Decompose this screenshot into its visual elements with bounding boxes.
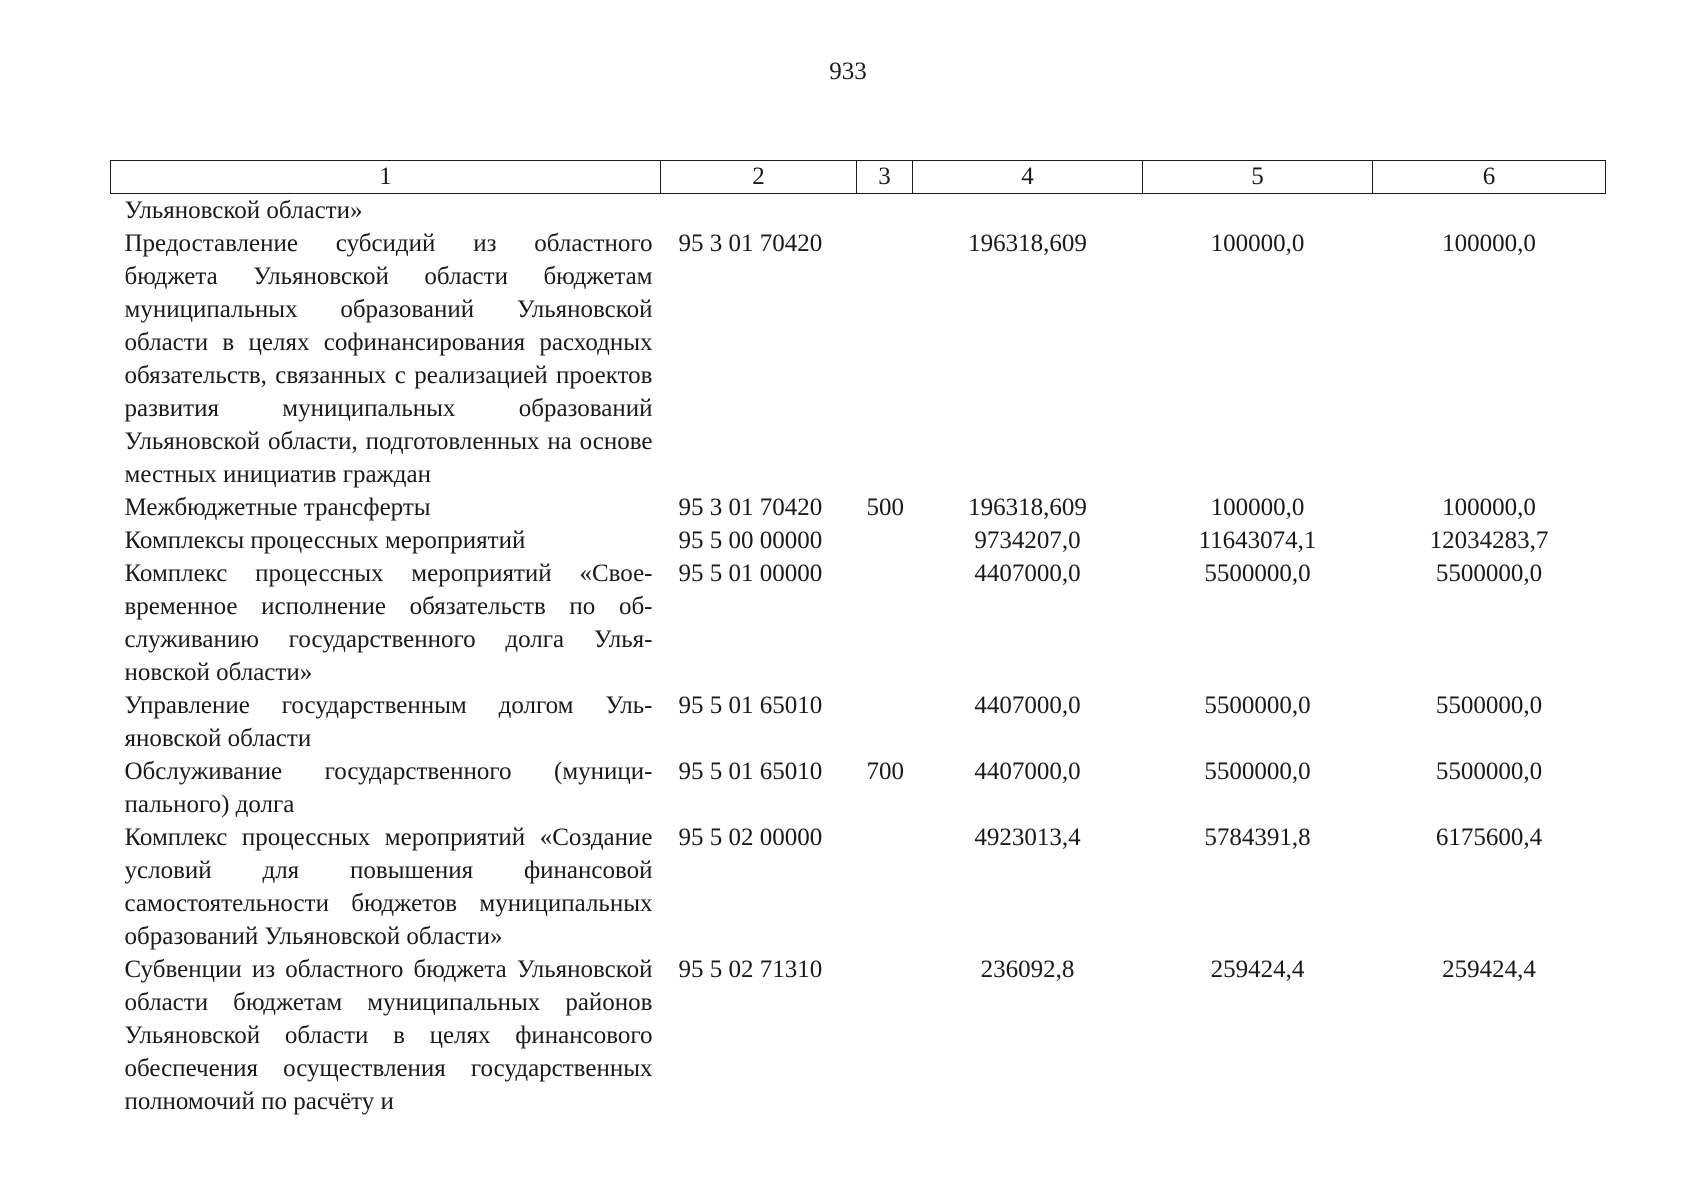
table-row (111, 953, 1606, 1118)
page-number: 933 (829, 58, 867, 85)
row-value-4: 4407000,0 (974, 692, 1081, 719)
row-value-6: 100000,0 (1442, 230, 1536, 257)
header-row (111, 161, 1606, 194)
row-type (857, 689, 913, 755)
row-type (857, 227, 913, 491)
row-value-5: 100000,0 (1210, 230, 1305, 257)
column-header-1: 1 (111, 161, 661, 194)
row-value-4: 9734207,0 (974, 527, 1081, 554)
row-value-4: 4407000,0 (974, 560, 1081, 587)
row-name: Комплекс процессных мероприятий «Своевременное исполнение обязательств по обслуживанию государственного долга Ульяновской области» (124, 560, 653, 686)
row-code: 95 5 01 65010 (678, 692, 823, 719)
row-value-6 (1373, 194, 1606, 228)
budget-table (110, 160, 1606, 1118)
table-header (111, 161, 1606, 194)
table-row (111, 557, 1606, 689)
table-row (111, 755, 1606, 821)
table-row (111, 821, 1606, 953)
row-type: 700 (866, 758, 904, 785)
row-code: 95 5 02 00000 (678, 824, 823, 851)
row-code: 95 5 02 71310 (678, 956, 823, 983)
row-value-6: 5500000,0 (1435, 560, 1543, 587)
row-name: Управление государственным долгом Ульяновской области (124, 692, 653, 752)
row-value-5: 5500000,0 (1204, 692, 1311, 719)
column-header-2: 2 (661, 161, 857, 194)
row-type: 500 (866, 494, 904, 521)
row-value-5 (1143, 194, 1373, 228)
row-value-4: 196318,609 (968, 494, 1087, 521)
row-value-6: 5500000,0 (1435, 692, 1543, 719)
row-name: Межбюджетные трансферты (124, 494, 431, 521)
row-name: Комплекс процессных мероприятий «Создание условий для повышения финансовой самостоятельности бюджетов муниципальных образований Ульяновской области» (124, 824, 653, 950)
row-type (857, 557, 913, 689)
row-name: Комплексы процессных мероприятий (124, 527, 526, 554)
row-value-6: 6175600,4 (1435, 824, 1543, 851)
row-value-5: 5784391,8 (1204, 824, 1311, 851)
table-row (111, 524, 1606, 557)
row-type (857, 953, 913, 1118)
row-code: 95 5 01 65010 (678, 758, 823, 785)
table-row (111, 194, 1606, 228)
row-name: Предоставление субсидий из областного бюджета Ульяновской области бюджетам муниципальных образований Ульяновской области в целях софинансирования расходных обязательств, связанных с реализацией проектов развития муниципальных образований Ульяновской области, подготовленных на основе местных инициатив граждан (124, 230, 653, 488)
row-value-4: 236092,8 (980, 956, 1075, 983)
row-code: 95 3 01 70420 (678, 230, 823, 257)
row-type (857, 194, 913, 228)
row-code: 95 5 00 00000 (678, 527, 823, 554)
column-header-5: 5 (1143, 161, 1373, 194)
column-header-3: 3 (857, 161, 913, 194)
row-value-4: 4407000,0 (974, 758, 1081, 785)
column-header-6: 6 (1373, 161, 1606, 194)
row-value-6: 5500000,0 (1435, 758, 1543, 785)
row-value-5: 5500000,0 (1204, 758, 1311, 785)
row-name: Обслуживание государственного (муниципального) долга (124, 758, 653, 818)
row-value-4: 4923013,4 (974, 824, 1081, 851)
table-row (111, 491, 1606, 524)
row-value-4 (913, 194, 1143, 228)
row-type (857, 821, 913, 953)
row-code: 95 3 01 70420 (678, 494, 823, 521)
table-row (111, 689, 1606, 755)
row-type (857, 524, 913, 557)
row-value-4: 196318,609 (968, 230, 1087, 257)
row-code (661, 194, 857, 228)
table-row (111, 227, 1606, 491)
column-header-4: 4 (913, 161, 1143, 194)
row-name: Ульяновской области» (124, 197, 363, 224)
row-value-5: 259424,4 (1210, 956, 1305, 983)
row-value-6: 100000,0 (1442, 494, 1536, 521)
row-value-5: 100000,0 (1210, 494, 1305, 521)
row-value-5: 11643074,1 (1198, 527, 1317, 554)
row-value-5: 5500000,0 (1204, 560, 1311, 587)
row-name: Субвенции из областного бюджета Ульяновской области бюджетам муниципальных районов Ульяновской области в целях финансового обеспечения осуществления государственных полномочий по расчёту и (124, 956, 653, 1115)
row-value-6: 12034283,7 (1429, 527, 1549, 554)
row-value-6: 259424,4 (1442, 956, 1536, 983)
row-code: 95 5 01 00000 (678, 560, 823, 587)
table-body (111, 194, 1606, 1119)
